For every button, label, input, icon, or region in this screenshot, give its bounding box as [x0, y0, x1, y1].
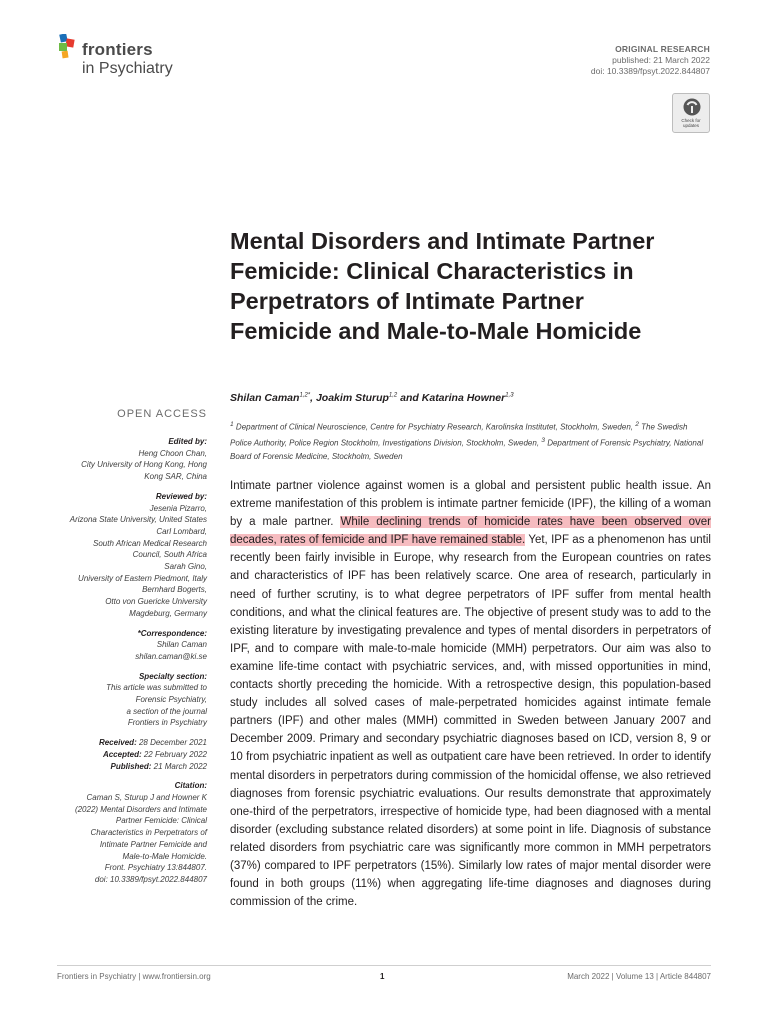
check-for-updates-badge[interactable] — [672, 93, 710, 133]
article-sidebar: Edited by: Heng Choon Chan, City University of Hong Kong, Hong Kong SAR, China Reviewed by: Jesenia Pizarro, Arizona State University, United States Carl Lombard, South African Medical Research Council, South Africa Sarah Gino, University of Eastern Piedmont, Italy Bernhard Bogerts, Otto von Guericke University Magdeburg, Germany *Correspondence: Shilan Caman shilan.caman@ki.se Specialty section: This article was submitted to Forensic Psychiatry, a section of the journal Frontiers in Psychiatry Received: 28 December 2021 Accepted: 22 February 2022 Published: 21 March 2022 Citation: Caman S, Sturup J and Howner K (2022) Mental Disorders and Intimate Partner Femicide: Clinical Characteristics in Perpetrators of Intimate Partner Femicide and Male-to-Male Homicide. Front. Psychiatry 13:844807. doi: 10.3389/fpsyt.2022.844807 — [40, 436, 207, 886]
author-name[interactable]: Shilan Caman — [230, 392, 300, 404]
author-name[interactable]: Joakim Sturup — [315, 392, 389, 404]
article-doi[interactable]: doi: 10.3389/fpsyt.2022.844807 — [590, 66, 710, 76]
correspondence-label: *Correspondence: — [137, 628, 207, 638]
citation-label: Citation: — [174, 781, 207, 791]
article-title: Mental Disorders and Intimate Partner Femicide: Clinical Characteristics in Perpetrators of Intimate Partner Femicide and Male-to-Male Homicide — [230, 228, 655, 344]
published-date: published: 21 March 2022 — [612, 55, 710, 65]
published-date-sidebar: Published: 21 March 2022 — [110, 761, 207, 771]
frontiers-logo-icon — [57, 34, 79, 60]
frontiers-logo[interactable] — [57, 33, 197, 79]
reviewed-by-label: Reviewed by: — [155, 491, 207, 501]
affiliations: $^1$ Department of Clinical Neuroscience, Centre for Psychiatry Research, Karolinska Institutet, Stockholm, Sweden, $^2$ The Swedish Police Authority, Police Region Stockholm, Investigations Division, Stockholm, Sweden, $^3$ Department of Forensic Psychiatry, National Board of Forensic Medicine, Stockholm, Sweden — [230, 421, 704, 462]
open-access-label: OPEN ACCESS — [117, 408, 207, 420]
received-date: Received: 28 December 2021 — [98, 738, 207, 748]
accepted-date: Accepted: 22 February 2022 — [102, 749, 207, 759]
footer-divider — [57, 965, 711, 966]
article-meta — [591, 44, 710, 77]
correspondence-email[interactable]: shilan.caman@ki.se — [135, 651, 207, 661]
logo-journal-text: in Psychiatry — [82, 60, 173, 77]
abstract-text: Intimate partner violence against women is a global and persistent public health issue. An extreme manifestation of this problem is intimate partner femicide (IPF), the killing of a woman by a male partner. While declining trends of homicide rates have been observed over decades, rates of femicide and IPF have remained stable. Yet, IPF as a phenomenon has until recently been fairly invisible in Europe, why research from the European countries on rates and characteristics of IPF has been relatively scarce. One area of research, particularly in need of further scrutiny, is to what degree perpetrators of IPF suffer from mental health conditions, and what the clinical features are. The objective of present study was to add to the existing literature by investigating prevalence and types of mental disorders in perpetrators of IPF, and to compare with male-to-male homicide (MMH) perpetrators. Our aim was also to examine life-time contact with psychiatric services, and, with missed opportunities in mind, contacts shortly preceding the homicide. With a retrospective design, this population-based study includes all solved cases of male-perpetrated homicides against intimate female partners (IPF) and other males (MMH) committed in Sweden between January 2007 and December 2009. Primary and secondary psychiatric diagnoses based on ICD, version 8, 9 or 10 from psychiatric inpatient as well as outpatient care have been retrieved. In order to identify mental disorders in perpetrators during commission of the homicidal offense, we also retrieved diagnoses from forensic psychiatric evaluations. Our results demonstrate that approximately one-third of the perpetrators, irrespective of homicide type, had been diagnosed with a mental disorder (excluding substance related disorders) at some point in life. Diagnosis of substance related disorders from psychiatric care was significantly more common in MMH perpetrators (37%) compared to IPF perpetrators (15%). Similarly low rates of major mental disorder were found in both groups (11%) when aggregating life-time diagnoses and diagnoses during commission of the crime. — [230, 480, 711, 909]
footer-volume-info: March 2022 | Volume 13 | Article 844807 — [567, 972, 711, 981]
author-name[interactable]: Katarina Howner — [421, 392, 506, 404]
page-number: 1 — [380, 972, 385, 981]
specialty-label: Specialty section: — [138, 671, 207, 681]
article-type: ORIGINAL RESEARCH — [615, 44, 710, 54]
footer-journal-link[interactable]: Frontiers in Psychiatry | www.frontiersin.org — [57, 972, 211, 981]
check-updates-icon — [682, 97, 702, 117]
edited-by-label: Edited by: — [168, 437, 207, 446]
highlighted-text[interactable]: While declining trends of homicide rates have been observed over decades, rates of femicide and IPF have remained stable. — [230, 516, 711, 547]
logo-brand-text: frontiers — [82, 40, 153, 59]
citation-doi[interactable]: doi: 10.3389/fpsyt.2022.844807 — [94, 874, 207, 884]
author-list: Shilan Caman$^{1,2*}$, Joakim Sturup$^{1,2}$ and Katarina Howner$^{1,3}$ — [230, 392, 514, 404]
check-updates-label: Check for updates — [681, 118, 701, 128]
